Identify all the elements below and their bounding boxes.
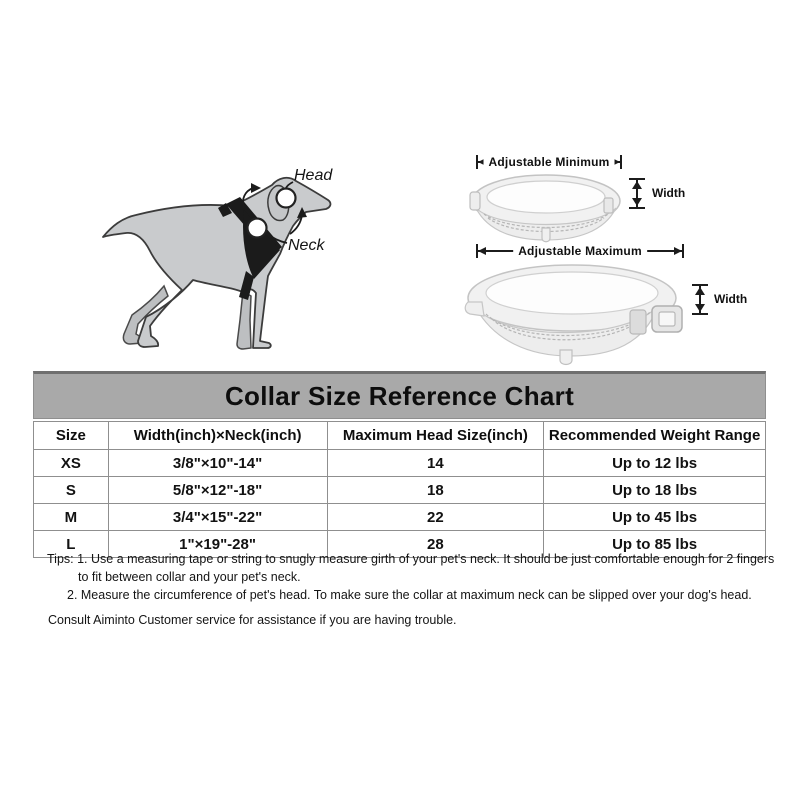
dimension-tick [629, 178, 645, 180]
tips-line-1: Tips: 1. Use a measuring tape or string to snugly measure girth of your pet's neck. It should be just comfortable enough for 2 fingers [47, 552, 775, 566]
cell-weight: Up to 85 lbs [544, 531, 766, 558]
arrowhead-left-icon [478, 247, 486, 255]
width-label-top: Width [652, 186, 686, 200]
dog-far-front-leg [237, 291, 251, 349]
cell-size: XS [34, 450, 109, 477]
adjustable-minimum-label: Adjustable Minimum [484, 155, 615, 169]
cell-weight: Up to 18 lbs [544, 477, 766, 504]
cell-width-neck: 1"×19"-28" [108, 531, 327, 558]
table-row-s [34, 477, 766, 504]
dimension-tick [692, 313, 708, 315]
arrowhead-up-icon [695, 287, 705, 295]
adjustable-minimum-arrow [476, 155, 622, 169]
collar-maximum-illustration [462, 258, 694, 366]
cell-max-head: 22 [327, 504, 544, 531]
chart-title: Collar Size Reference Chart [33, 371, 766, 419]
width-label-bottom: Width [714, 292, 748, 306]
cell-weight: Up to 12 lbs [544, 450, 766, 477]
collar-minimum-illustration [468, 168, 624, 246]
collar-d-ring [560, 350, 572, 365]
adjustable-maximum-arrow [476, 244, 684, 258]
dimension-tick [629, 207, 645, 209]
table-header-row [34, 422, 766, 450]
cell-size: S [34, 477, 109, 504]
column-header-weight: Recommended Weight Range [544, 422, 766, 450]
cell-max-head: 28 [327, 531, 544, 558]
cell-width-neck: 5/8"×12"-18" [108, 477, 327, 504]
arrowhead-up-icon [632, 181, 642, 189]
neck-measure-circle [248, 219, 267, 238]
arrowhead-right-icon [674, 247, 682, 255]
dimension-tick [692, 284, 708, 286]
cell-max-head: 18 [327, 477, 544, 504]
head-label: Head [294, 167, 333, 184]
adjustable-maximum-label: Adjustable Maximum [513, 244, 647, 258]
cell-size: L [34, 531, 109, 558]
neck-label: Neck [288, 237, 325, 254]
collar-strap-end [465, 302, 484, 316]
column-header-size: Size [34, 422, 109, 450]
column-header-width-neck: Width(inch)×Neck(inch) [108, 422, 327, 450]
arrowhead-down-icon [632, 198, 642, 206]
collar-buckle [470, 192, 480, 210]
consult-line: Consult Aiminto Customer service for assistance if you are having trouble. [48, 613, 457, 627]
cell-max-head: 14 [327, 450, 544, 477]
dimension-tick [682, 244, 684, 258]
cell-width-neck: 3/8"×10"-14" [108, 450, 327, 477]
table-row-m [34, 504, 766, 531]
cell-width-neck: 3/4"×15"-22" [108, 504, 327, 531]
cell-size: M [34, 504, 109, 531]
arrowhead-down-icon [695, 304, 705, 312]
collar-size-reference-chart [33, 371, 766, 558]
tips-line-2: to fit between collar and your pet's neck. [78, 570, 301, 584]
dog-measurement-diagram [92, 158, 338, 354]
dimension-tick [620, 155, 622, 169]
table-row-xs [34, 450, 766, 477]
tips-line-3: 2. Measure the circumference of pet's head. To make sure the collar at maximum neck can be slipped over your dog's head. [67, 588, 752, 602]
size-table [33, 421, 766, 558]
column-header-max-head: Maximum Head Size(inch) [327, 422, 544, 450]
collar-keeper [604, 198, 613, 213]
collar-d-ring [542, 228, 550, 242]
head-measure-circle [277, 189, 296, 208]
width-arrow-top [629, 178, 645, 209]
cell-weight: Up to 45 lbs [544, 504, 766, 531]
collar-adjuster [630, 310, 646, 334]
width-arrow-bottom [692, 284, 708, 315]
